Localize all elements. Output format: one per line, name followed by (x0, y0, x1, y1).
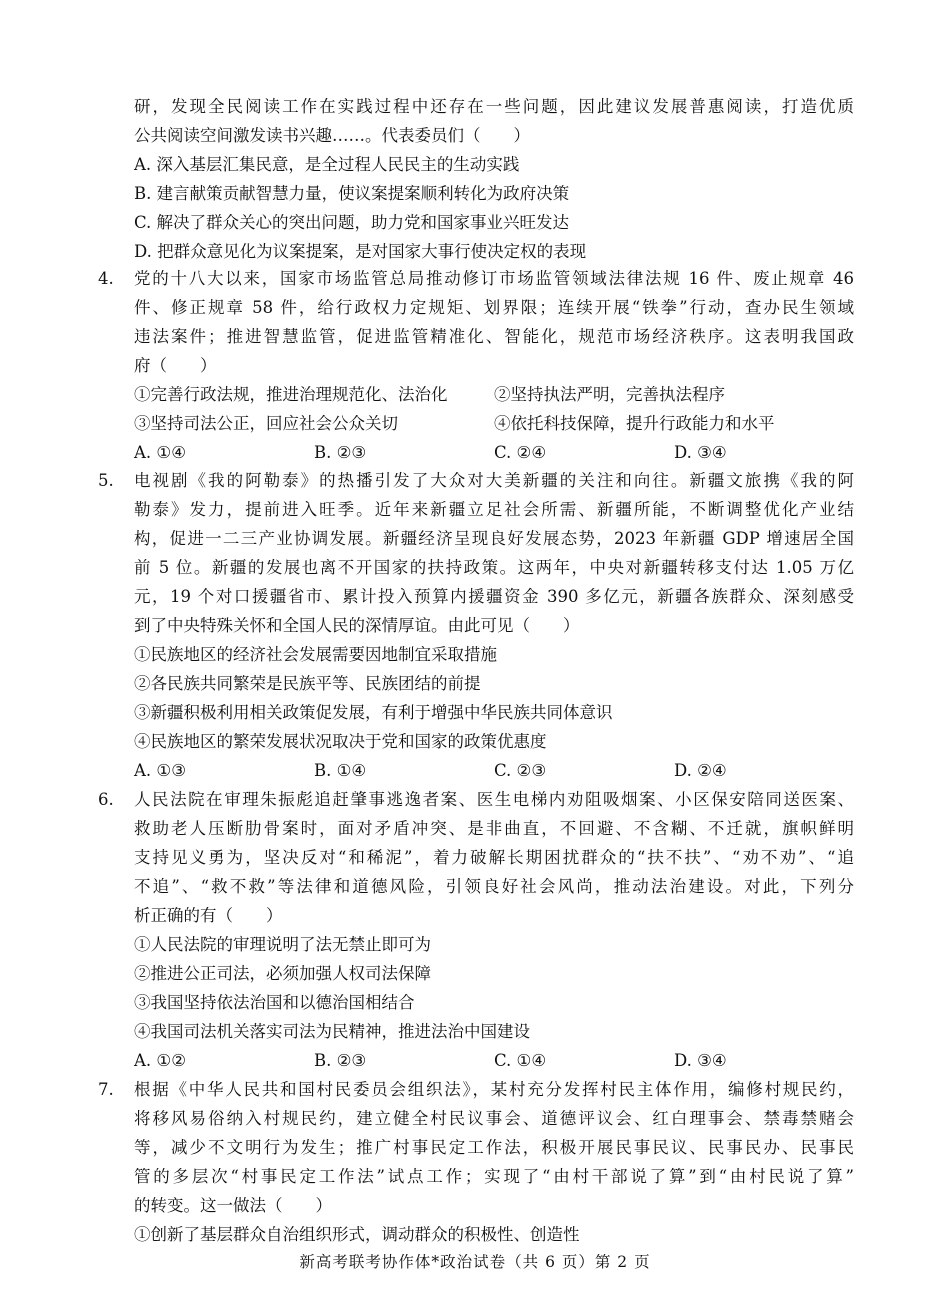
q4-choice-c: C. ②④ (494, 443, 547, 462)
q7-statement-1: ①创新了基层群众自治组织形式，调动群众的积极性、创造性 (134, 1225, 580, 1244)
q4-statement-4: ④依托科技保障，提升行政能力和水平 (494, 414, 775, 433)
q5-choice-b: B. ①④ (314, 761, 367, 780)
q5-stem-line: 元，19 个对口援疆省市、累计投入预算内援疆资金 390 多亿元，新疆各族群众、深刻感受 (134, 587, 854, 606)
q5-statement-3: ③新疆积极利用相关政策促发展，有利于增强中华民族共同体意识 (134, 703, 613, 722)
q4-stem-line: 违法案件；推进智慧监管，促进监管精准化、智能化，规范市场经济秩序。这表明我国政 (134, 327, 854, 346)
q7-number: 7. (98, 1080, 114, 1099)
q6-choice-a: A. ①② (134, 1051, 186, 1070)
q4-stem-line: 件、修正规章 58 件，给行政权力定规矩、划界限；连续开展“铁拳”行动，查办民生领域 (134, 298, 854, 317)
q6-choice-d: D. ③④ (674, 1051, 727, 1070)
q6-number: 6. (98, 790, 114, 809)
q4-number: 4. (98, 269, 114, 288)
q3-option-b: B. 建言献策贡献智慧力量，使议案提案顺利转化为政府决策 (134, 184, 570, 203)
q3-stem-line: 公共阅读空间激发读书兴趣……。代表委员们（ ） (134, 126, 530, 145)
q4-choice-d: D. ③④ (674, 443, 727, 462)
q4-statement-1: ①完善行政法规，推进治理规范化、法治化 (134, 385, 448, 404)
q3-option-a: A. 深入基层汇集民意，是全过程人民民主的生动实践 (134, 155, 520, 174)
q3-stem-line: 研，发现全民阅读工作在实践过程中还存在一些问题，因此建议发展普惠阅读，打造优质 (134, 97, 854, 116)
q6-statement-1: ①人民法院的审理说明了法无禁止即可为 (134, 935, 431, 954)
q5-stem-line: 构，促进一二三产业协调发展。新疆经济呈现良好发展态势，2023 年新疆 GDP 增速居全国 (134, 529, 854, 548)
q4-stem-line: 党的十八大以来，国家市场监管总局推动修订市场监管领域法律法规 16 件、废止规章 46 (134, 269, 854, 288)
q5-statement-2: ②各民族共同繁荣是民族平等、民族团结的前提 (134, 674, 481, 693)
q5-choice-c: C. ②③ (494, 761, 547, 780)
q6-stem-line: 析正确的有（ ） (134, 906, 283, 925)
q6-choice-b: B. ②③ (314, 1051, 367, 1070)
q7-stem-line: 的转变。这一做法（ ） (134, 1196, 332, 1215)
q5-stem-line: 电视剧《我的阿勒泰》的热播引发了大众对大美新疆的关注和向往。新疆文旅携《我的阿 (134, 471, 854, 490)
q7-stem-line: 等，减少不文明行为发生；推广村事民定工作法，积极开展民事民议、民事民办、民事民 (134, 1138, 854, 1157)
q3-option-d: D. 把群众意见化为议案提案，是对国家大事行使决定权的表现 (134, 242, 587, 261)
q6-stem-line: 救助老人压断肋骨案时，面对矛盾冲突、是非曲直，不回避、不含糊、不迁就，旗帜鲜明 (134, 819, 854, 838)
page-footer: 新高考联考协作体*政治试卷（共 6 页）第 2 页 (299, 1253, 651, 1271)
q4-statement-3: ③坚持司法公正，回应社会公众关切 (134, 414, 398, 433)
q5-stem-line: 勒泰》发力，提前进入旺季。近年来新疆立足社会所需、新疆所能，不断调整优化产业结 (134, 500, 854, 519)
q6-stem-line: 支持见义勇为，坚决反对“和稀泥”，着力破解长期困扰群众的“扶不扶”、“劝不劝”、“追 (134, 848, 854, 867)
q6-statement-2: ②推进公正司法，必须加强人权司法保障 (134, 964, 431, 983)
q6-statement-3: ③我国坚持依法治国和以德治国相结合 (134, 993, 415, 1012)
q3-option-c: C. 解决了群众关心的突出问题，助力党和国家事业兴旺发达 (134, 213, 570, 232)
q4-choice-b: B. ②③ (314, 443, 367, 462)
q4-statement-2: ②坚持执法严明，完善执法程序 (494, 385, 725, 404)
q6-stem-line: 不追”、“救不救”等法律和道德风险，引领良好社会风尚，推动法治建设。对此，下列分 (134, 877, 854, 896)
q6-choice-c: C. ①④ (494, 1051, 547, 1070)
q5-statement-4: ④民族地区的繁荣发展状况取决于党和国家的政策优惠度 (134, 732, 547, 751)
q7-stem-line: 管的多层次“村事民定工作法”试点工作；实现了“由村干部说了算”到“由村民说了算” (134, 1167, 854, 1186)
q4-stem-line: 府（ ） (134, 356, 217, 375)
q7-stem-line: 将移风易俗纳入村规民约，建立健全村民议事会、道德评议会、红白理事会、禁毒禁赌会 (134, 1109, 854, 1128)
q5-stem-line: 前 5 位。新疆的发展也离不开国家的扶持政策。这两年，中央对新疆转移支付达 1.05 万亿 (134, 558, 854, 577)
q5-statement-1: ①民族地区的经济社会发展需要因地制宜采取措施 (134, 645, 497, 664)
q5-choice-d: D. ②④ (674, 761, 727, 780)
q5-number: 5. (98, 471, 114, 490)
q7-stem-line: 根据《中华人民共和国村民委员会组织法》，某村充分发挥村民主体作用，编修村规民约， (134, 1080, 854, 1099)
q4-choice-a: A. ①④ (134, 443, 186, 462)
q6-statement-4: ④我国司法机关落实司法为民精神，推进法治中国建设 (134, 1022, 530, 1041)
q5-stem-line: 到了中央特殊关怀和全国人民的深情厚谊。由此可见（ ） (134, 616, 580, 635)
q5-choice-a: A. ①③ (134, 761, 186, 780)
q6-stem-line: 人民法院在审理朱振彪追赶肇事逃逸者案、医生电梯内劝阻吸烟案、小区保安陪同送医案、 (134, 790, 854, 809)
